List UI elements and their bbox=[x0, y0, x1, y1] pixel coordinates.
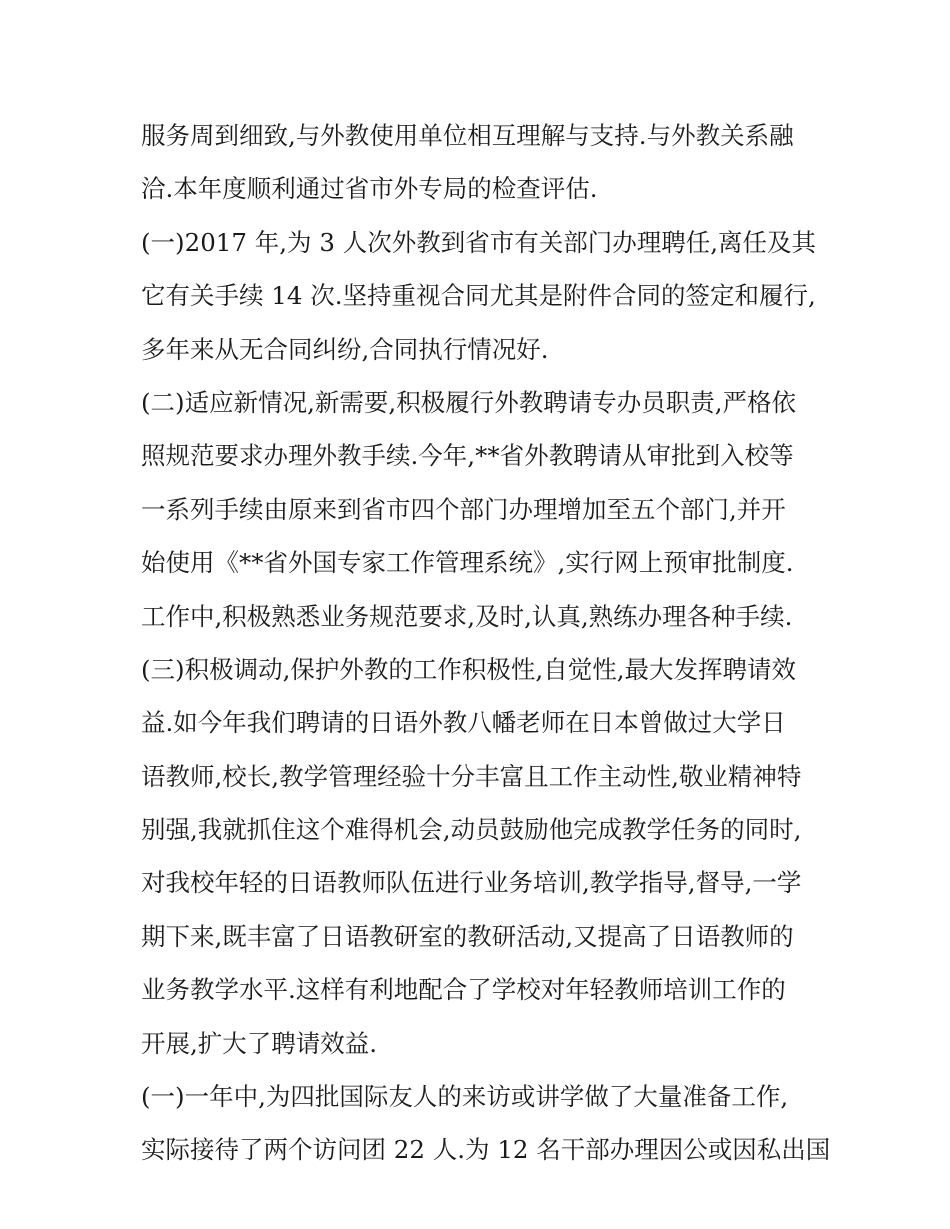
text-line: 实际接待了两个访问团 22 人.为 12 名干部办理因公或因私出国 bbox=[141, 1135, 831, 1165]
text-line: 照规范要求办理外教手续.今年,**省外教聘请从审批到入校等 bbox=[141, 441, 794, 471]
text-line: (三)积极调动,保护外教的工作积极性,自觉性,最大发挥聘请效 bbox=[141, 654, 796, 684]
text-line: 它有关手续 14 次.坚持重视合同尤其是附件合同的签定和履行, bbox=[141, 281, 816, 311]
text-line: (一)一年中,为四批国际友人的来访或讲学做了大量准备工作, bbox=[141, 1082, 789, 1112]
text-line: 一系列手续由原来到省市四个部门办理增加至五个部门,并开 bbox=[141, 494, 786, 524]
text-line: 业务教学水平.这样有利地配合了学校对年轻教师培训工作的 bbox=[141, 975, 786, 1005]
text-line: 服务周到细致,与外教使用单位相互理解与支持.与外教关系融 bbox=[141, 121, 794, 150]
text-line: 开展,扩大了聘请效益. bbox=[141, 1028, 378, 1058]
text-line: 对我校年轻的日语教师队伍进行业务培训,教学指导,督导,一学 bbox=[141, 868, 802, 898]
text-line: 多年来从无合同纠纷,合同执行情况好. bbox=[141, 334, 549, 364]
text-line: 洽.本年度顺利通过省市外专局的检查评估. bbox=[141, 174, 598, 204]
text-line: 工作中,积极熟悉业务规范要求,及时,认真,熟练办理各种手续. bbox=[141, 601, 793, 631]
text-line: 益.如今年我们聘请的日语外教八幡老师在日本曾做过大学日 bbox=[141, 708, 786, 738]
text-line: (一)2017 年,为 3 人次外教到省市有关部门办理聘任,离任及其 bbox=[141, 227, 816, 257]
body-text bbox=[141, 109, 841, 1177]
text-line: (二)适应新情况,新需要,积极履行外教聘请专办员职责,严格依 bbox=[141, 387, 796, 417]
text-line: 始使用《**省外国专家工作管理系统》,实行网上预审批制度. bbox=[141, 548, 794, 578]
text-line: 语教师,校长,教学管理经验十分丰富且工作主动性,敬业精神特 bbox=[141, 761, 802, 791]
text-line: 期下来,既丰富了日语教研室的教研活动,又提高了日语教师的 bbox=[141, 921, 794, 951]
text-line: 别强,我就抓住这个难得机会,动员鼓励他完成教学任务的同时, bbox=[141, 815, 802, 845]
